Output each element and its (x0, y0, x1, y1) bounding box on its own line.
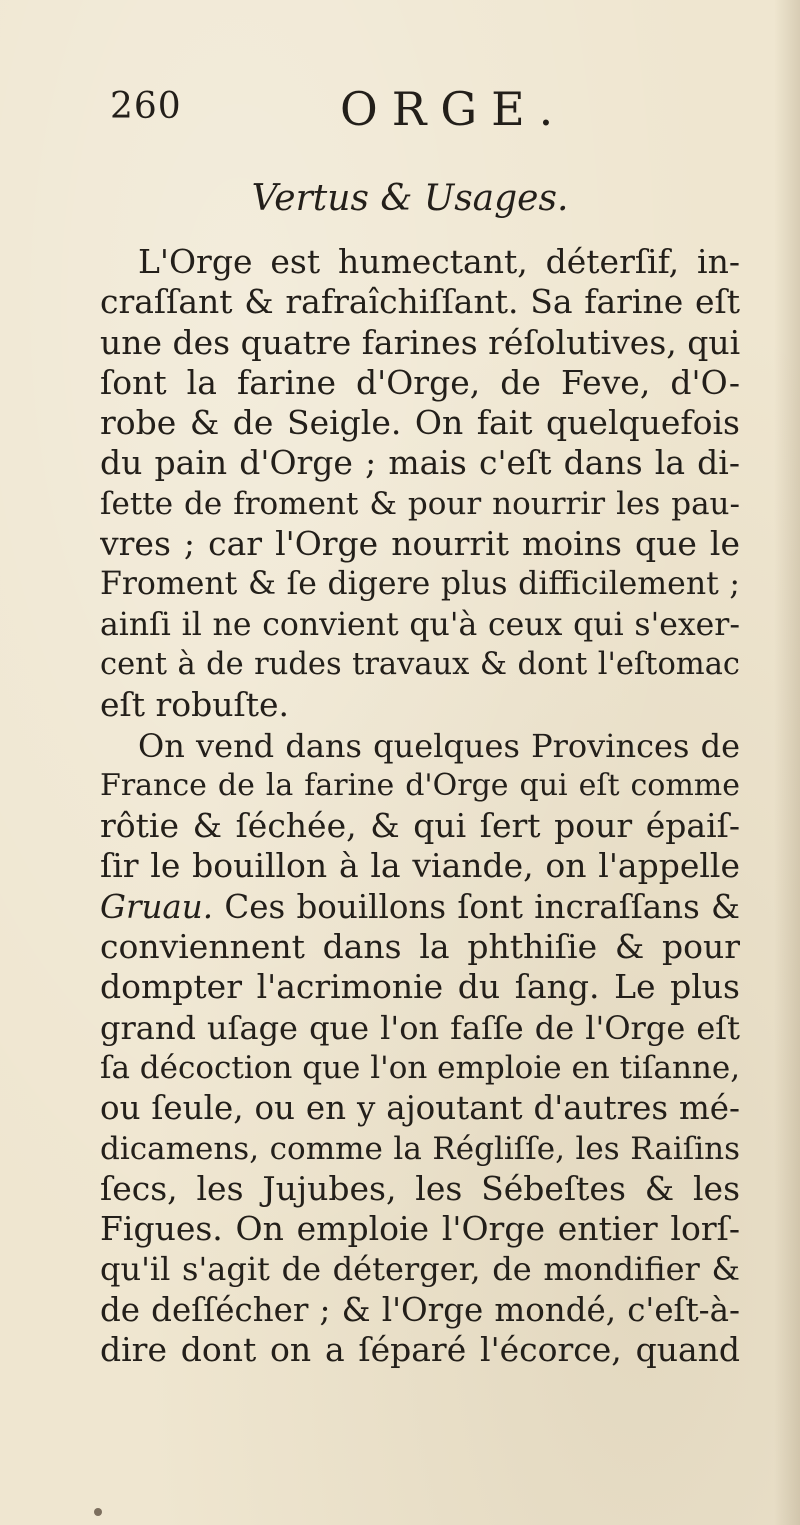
text-line: craſſant & rafraîchiſſant. Sa farine eſt (100, 282, 740, 322)
text-line: une des quatre farines réſolutives, qui (100, 322, 740, 362)
text-line: ainſi il ne convient qu'à ceux qui s'exer- (100, 606, 740, 643)
text-line: ſecs, les Jujubes, les Sébeſtes & les (100, 1168, 740, 1208)
text-line: qu'il s'agit de déterger, de mondifier & (100, 1250, 740, 1289)
ink-spot (94, 1508, 102, 1516)
text-line: ſont la farine d'Orge, de Feve, d'O- (100, 362, 740, 402)
text-line: Gruau. Ces bouillons ſont incraſſans & (100, 887, 740, 926)
text-line: dicamens, comme la Régliſſe, les Raiſins (100, 1130, 740, 1167)
page-edge-shadow (774, 0, 800, 1525)
body-text (100, 242, 740, 1370)
text-line: de deſſécher ; & l'Orge mondé, c'eſt-à- (100, 1290, 740, 1329)
text-line: Figues. On emploie l'Orge entier lorſ- (100, 1209, 740, 1249)
text-line: dompter l'acrimonie du ſang. Le plus (100, 967, 740, 1007)
text-line: robe & de Seigle. On fait quelquefois (100, 403, 740, 443)
text-line: rôtie & ſéchée, & qui ſert pour épaiſ- (100, 806, 740, 846)
text-line: ſette de froment & pour nourrir les pau- (100, 485, 740, 522)
italic-word: Gruau. (100, 887, 214, 926)
text-line: Froment & ſe digere plus difficilement ; (100, 566, 740, 603)
text-line: du pain d'Orge ; mais c'eſt dans la di- (100, 443, 740, 483)
section-title: Vertus & Usages. (251, 178, 569, 219)
text-line: France de la farine d'Orge qui eſt comme (100, 767, 740, 803)
page-header (0, 78, 800, 138)
text-line: ſa décoction que l'on emploie en tiſanne, (100, 1049, 740, 1086)
page-number: 260 (110, 86, 182, 127)
text-line: grand uſage que l'on faſſe de l'Orge eſt (100, 1008, 740, 1047)
text-line: cent à de rudes travaux & dont l'eſtomac (100, 646, 740, 682)
text-line: ou ſeule, ou en y ajoutant d'autres mé- (100, 1089, 740, 1128)
text-line: L'Orge est humectant, déterſif, in- (138, 242, 740, 281)
text-line: On vend dans quelques Provinces de (138, 726, 740, 765)
text-line: ſir le bouillon à la viande, on l'appelle (100, 846, 740, 886)
text-line: vres ; car l'Orge nourrit moins que le (100, 524, 740, 564)
text-line: dire dont on a ſéparé l'écorce, quand (100, 1330, 740, 1370)
text-line: conviennent dans la phthiſie & pour (100, 927, 740, 967)
paragraph-1 (100, 242, 740, 726)
text-line: eſt robuſte. (100, 685, 290, 725)
paragraph-2 (100, 726, 740, 1371)
running-head: ORGE. (340, 82, 568, 136)
